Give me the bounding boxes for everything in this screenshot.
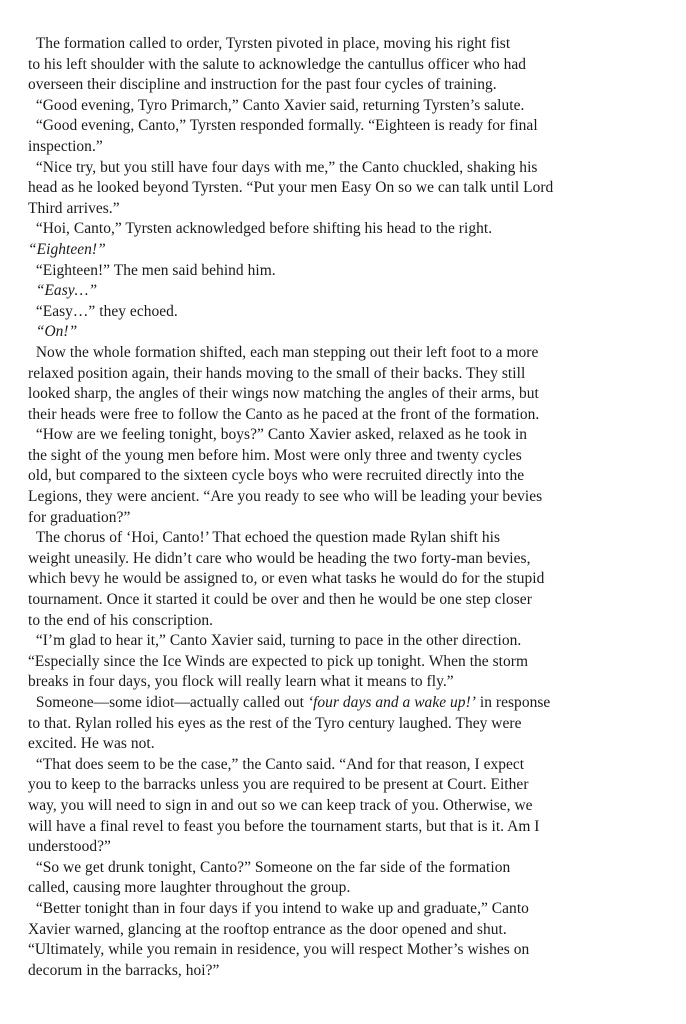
italic-phrase: ‘four days and a wake up!’ bbox=[307, 694, 476, 711]
text-line: “How are we feeling tonight, boys?” Canto Xavier asked, relaxed as he took in bbox=[28, 426, 528, 444]
text-line: “Especially since the Ice Winds are expected to pick up tonight. When the storm bbox=[28, 652, 529, 670]
text-line: old, but compared to the sixteen cycle boys who were recruited directly into the bbox=[28, 467, 525, 485]
text-line: “Good evening, Canto,” Tyrsten responded formally. “Eighteen is ready for final bbox=[28, 117, 538, 135]
text-line: “Eighteen!” bbox=[28, 240, 106, 258]
text-line: “Easy…” they echoed. bbox=[28, 302, 178, 320]
text-line: to his left shoulder with the salute to acknowledge the cantullus officer who had bbox=[28, 55, 527, 73]
text-line: breaks in four days, you flock will really learn what it means to fly.” bbox=[28, 673, 454, 691]
text-segment: Someone—some idiot—actually called out bbox=[28, 694, 308, 711]
text-line: “I’m glad to hear it,” Canto Xavier said, turning to pace in the other direction. bbox=[28, 632, 522, 650]
text-line: “Eighteen!” The men said behind him. bbox=[28, 261, 276, 279]
text-line: “So we get drunk tonight, Canto?” Someone on the far side of the formation bbox=[28, 858, 511, 876]
text-line: “Easy…” bbox=[28, 282, 98, 300]
text-line: overseen their discipline and instruction for the past four cycles of training. bbox=[28, 76, 497, 94]
text-line: to that. Rylan rolled his eyes as the rest of the Tyro century laughed. They were bbox=[28, 714, 522, 732]
text-line: head as he looked beyond Tyrsten. “Put your men Easy On so we can talk until Lord bbox=[28, 179, 554, 197]
text-line: “Good evening, Tyro Primarch,” Canto Xavier said, returning Tyrsten’s salute. bbox=[28, 96, 525, 114]
text-line: their heads were free to follow the Canto as he paced at the front of the formation. bbox=[28, 405, 540, 423]
text-line: Xavier warned, glancing at the rooftop entrance as the door opened and shut. bbox=[28, 920, 507, 938]
text-line bbox=[28, 693, 660, 714]
text-line: the sight of the young men before him. Most were only three and twenty cycles bbox=[28, 446, 522, 464]
text-line: “Hoi, Canto,” Tyrsten acknowledged before shifting his head to the right. bbox=[28, 220, 493, 238]
text-line: to the end of his conscription. bbox=[28, 611, 214, 629]
text-line: Now the whole formation shifted, each man stepping out their left foot to a more bbox=[28, 343, 539, 361]
text-line: “Nice try, but you still have four days with me,” the Canto chuckled, shaking his bbox=[28, 158, 538, 176]
text-line: will have a final revel to feast you before the tournament starts, but that is it. Am I bbox=[28, 817, 540, 835]
text-line: Legions, they were ancient. “Are you ready to see who will be leading your bevies bbox=[28, 488, 543, 506]
text-line: which bevy he would be assigned to, or even what tasks he would do for the stupid bbox=[28, 570, 545, 588]
text-line: “On!” bbox=[28, 323, 78, 341]
text-line: inspection.” bbox=[28, 137, 103, 155]
text-line: you to keep to the barracks unless you are required to be present at Court. Either bbox=[28, 776, 529, 794]
text-line: for graduation?” bbox=[28, 508, 131, 526]
text-line: “That does seem to be the case,” the Canto said. “And for that reason, I expect bbox=[28, 755, 525, 773]
text-line: way, you will need to sign in and out so we can keep track of you. Otherwise, we bbox=[28, 796, 533, 814]
text-line: “Better tonight than in four days if you intend to wake up and graduate,” Canto bbox=[28, 899, 529, 917]
text-line: “Ultimately, while you remain in residence, you will respect Mother’s wishes on bbox=[28, 941, 530, 959]
text-line: relaxed position again, their hands moving to the small of their backs. They still bbox=[28, 364, 526, 382]
text-line: decorum in the barracks, hoi?” bbox=[28, 961, 220, 979]
text-segment: in response bbox=[475, 694, 551, 711]
text-line: excited. He was not. bbox=[28, 735, 155, 753]
text-line: The chorus of ‘Hoi, Canto!’ That echoed the question made Rylan shift his bbox=[28, 529, 501, 547]
text-line: Third arrives.” bbox=[28, 199, 120, 217]
text-line: looked sharp, the angles of their wings now matching the angles of their arms, but bbox=[28, 385, 539, 403]
text-line: understood?” bbox=[28, 838, 111, 856]
text-line: called, causing more laughter throughout the group. bbox=[28, 879, 351, 897]
text-line: weight uneasily. He didn’t care who would be heading the two forty-man bevies, bbox=[28, 549, 531, 567]
book-page-text bbox=[28, 34, 660, 981]
text-line: The formation called to order, Tyrsten pivoted in place, moving his right fist bbox=[28, 35, 511, 52]
text-line: tournament. Once it started it could be over and then he would be one step closer bbox=[28, 591, 532, 609]
